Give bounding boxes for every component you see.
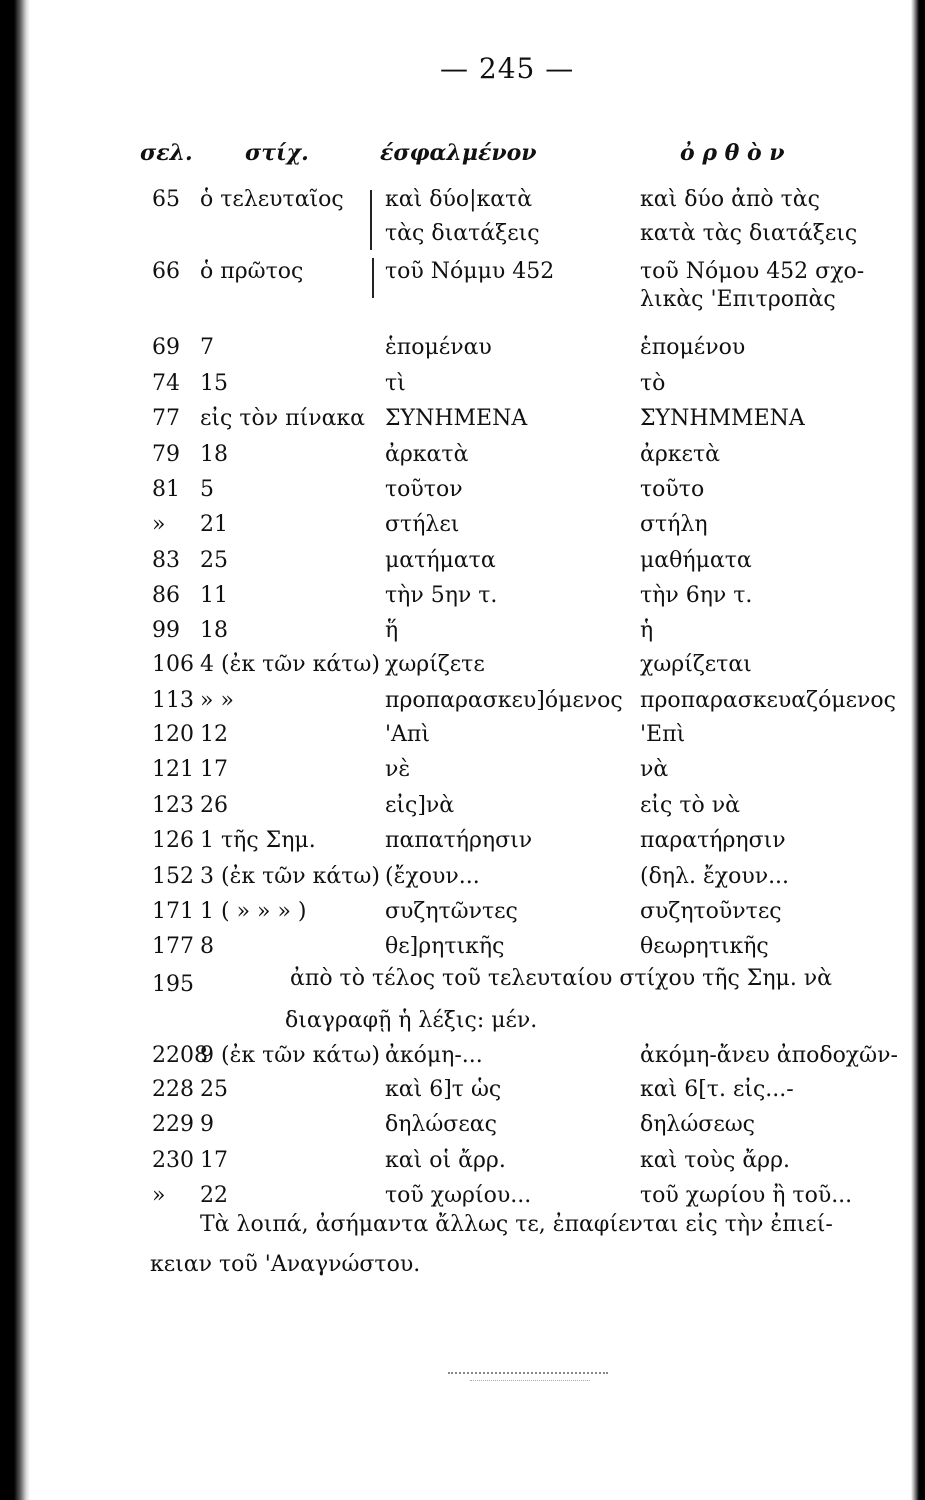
row-wrong: καὶ οἱ ἄρρ. xyxy=(385,1148,506,1173)
row-wrong: τοῦτον xyxy=(385,477,463,502)
brace-mark xyxy=(372,258,374,298)
row-wrong: τὴν 5ην τ. xyxy=(385,583,498,608)
row-page: 113 xyxy=(152,688,194,713)
footer-line-1: Τὰ λοιπά, ἀσήμαντα ἄλλως τε, ἐπαφίενται εἰς τὴν ἐπιεί- xyxy=(200,1212,833,1237)
row-wrong: (ἔχουν... xyxy=(385,864,480,889)
footer-line-2: κειαν τοῦ 'Αναγνώστου. xyxy=(150,1252,421,1277)
brace-mark xyxy=(370,190,372,250)
row-line: 1 ( » » » ) xyxy=(200,899,307,924)
row-line: 22 xyxy=(200,1183,228,1208)
row-page: 65 xyxy=(152,187,180,212)
row-right: 'Eπὶ xyxy=(640,722,686,747)
row-wrong: ἥ xyxy=(385,618,399,643)
row-line: ὁ πρῶτος xyxy=(200,259,304,284)
row-right: ἑπομένου xyxy=(640,335,746,360)
row-wrong: νὲ xyxy=(385,757,411,782)
row-page: 83 xyxy=(152,548,180,573)
row-line: 25 xyxy=(200,548,228,573)
header-line: στίχ. xyxy=(245,140,309,166)
row-page: 120 xyxy=(152,722,194,747)
row-wrong: στήλει xyxy=(385,512,460,537)
row-page: 66 xyxy=(152,259,180,284)
row-right: χωρίζεται xyxy=(640,652,752,677)
row-right: τὸ xyxy=(640,371,666,396)
row-wrong: χωρίζετε xyxy=(385,652,485,677)
row-right: προπαρασκευαζόμενος xyxy=(640,688,896,713)
header-page: σελ. xyxy=(140,140,193,166)
row-page: 2208 xyxy=(152,1043,208,1068)
row-right: νὰ xyxy=(640,757,669,782)
header-wrong: έσφαλμένον xyxy=(380,140,537,166)
row-wrong: τοῦ χωρίου... xyxy=(385,1183,532,1208)
row-wrong: εἰς]νὰ xyxy=(385,793,455,818)
page-number: — 245 — xyxy=(440,52,575,85)
row-line: 3 (ἐκ τῶν κάτω) xyxy=(200,864,380,889)
row-line: 9 (ἐκ τῶν κάτω) xyxy=(200,1043,380,1068)
row-line: εἰς τὸν πίνακα xyxy=(200,406,366,431)
row-right: εἰς τὸ νὰ xyxy=(640,793,740,818)
row-page: 86 xyxy=(152,583,180,608)
row-page: 171 xyxy=(152,899,194,924)
row-page: 106 xyxy=(152,652,194,677)
row-line: 5 xyxy=(200,477,214,502)
row-line: 17 xyxy=(200,757,228,782)
row-right: στήλη xyxy=(640,512,708,537)
row-line: 18 xyxy=(200,618,228,643)
row-right: θεωρητικῆς xyxy=(640,934,769,959)
row-line: 18 xyxy=(200,442,228,467)
row-wrong: παπατήρησιν xyxy=(385,828,533,853)
row-right: ἀρκετὰ xyxy=(640,442,720,467)
row-wrong: καὶ 6]τ ὡς xyxy=(385,1077,502,1102)
dotted-rule xyxy=(448,1372,608,1374)
row-page: 74 xyxy=(152,371,180,396)
row-195-text-cont: διαγραφῇ ἡ λέξις: μέν. xyxy=(285,1008,538,1033)
row-wrong: τὰς διατάξεις xyxy=(385,221,540,246)
row-line: 15 xyxy=(200,371,228,396)
page-edge-right xyxy=(911,0,925,1500)
row-wrong: 'Aπὶ xyxy=(385,722,431,747)
row-right: ΣΥΝΗΜΜΕΝΑ xyxy=(640,406,805,431)
row-page: 99 xyxy=(152,618,180,643)
row-right: τοῦ χωρίου ἢ τοῦ... xyxy=(640,1183,853,1208)
row-line: 4 (ἐκ τῶν κάτω) xyxy=(200,652,380,677)
row-page: » xyxy=(152,1183,166,1208)
row-page: 228 xyxy=(152,1077,194,1102)
row-wrong: προπαρασκευ]όμενος xyxy=(385,688,623,713)
row-page: 69 xyxy=(152,335,180,360)
row-line: ὁ τελευταῖος xyxy=(200,187,344,212)
row-right: τὴν 6ην τ. xyxy=(640,583,753,608)
row-line: 17 xyxy=(200,1148,228,1173)
page-edge-left xyxy=(0,0,30,1500)
row-wrong: ἑπομέναυ xyxy=(385,335,492,360)
row-right: τοῦτο xyxy=(640,477,705,502)
row-line: 9 xyxy=(200,1112,214,1137)
row-line: 21 xyxy=(200,512,228,537)
row-page: 77 xyxy=(152,406,180,431)
row-line: 11 xyxy=(200,583,228,608)
row-wrong: ματήματα xyxy=(385,548,496,573)
row-right: συζητοῦντες xyxy=(640,899,782,924)
row-page: 123 xyxy=(152,793,194,818)
row-right: ἡ xyxy=(640,618,654,643)
row-right: δηλώσεως xyxy=(640,1112,755,1137)
row-wrong: καὶ δύο|κατὰ xyxy=(385,187,533,212)
row-right: καὶ 6[τ. εἰς...- xyxy=(640,1077,794,1102)
row-right: καὶ τοὺς ἄρρ. xyxy=(640,1148,791,1173)
row-line: 26 xyxy=(200,793,228,818)
row-wrong: τοῦ Νόμμυ 452 xyxy=(385,259,555,284)
row-wrong: συζητῶντες xyxy=(385,899,518,924)
row-line: 12 xyxy=(200,722,228,747)
row-line: 7 xyxy=(200,335,214,360)
row-page: 79 xyxy=(152,442,180,467)
row-wrong: θε]ρητικῆς xyxy=(385,934,505,959)
row-page: 152 xyxy=(152,864,194,889)
row-wrong: ἀρκατὰ xyxy=(385,442,469,467)
row-right: καὶ δύο ἀπὸ τὰς xyxy=(640,187,820,212)
dotted-rule xyxy=(470,1380,590,1381)
row-wrong: ἀκόμη-... xyxy=(385,1043,483,1068)
header-right: ὀ ρ θ ὸ ν xyxy=(680,140,785,166)
row-line: 25 xyxy=(200,1077,228,1102)
row-page: 229 xyxy=(152,1112,194,1137)
row-right: μαθήματα xyxy=(640,548,752,573)
row-line: 8 xyxy=(200,934,214,959)
row-page: 126 xyxy=(152,828,194,853)
row-right: τοῦ Νόμου 452 σχο- xyxy=(640,259,865,284)
row-page: 177 xyxy=(152,934,194,959)
row-right: παρατήρησιν xyxy=(640,828,786,853)
row-page: 81 xyxy=(152,477,180,502)
row-page: » xyxy=(152,512,166,537)
row-wrong: τὶ xyxy=(385,371,406,396)
row-195-page: 195 xyxy=(152,972,194,997)
row-right: κατὰ τὰς διατάξεις xyxy=(640,221,858,246)
row-wrong: δηλώσεας xyxy=(385,1112,497,1137)
row-line: 1 τῆς Σημ. xyxy=(200,828,316,853)
row-wrong: ΣΥΝΗΜΕΝΑ xyxy=(385,406,528,431)
row-page: 230 xyxy=(152,1148,194,1173)
row-195-text: ἀπὸ τὸ τέλος τοῦ τελευταίου στίχου τῆς Σημ. νὰ xyxy=(290,966,833,991)
row-page: 121 xyxy=(152,757,194,782)
row-right: ἀκόμη-ἄνευ ἀποδοχῶν- xyxy=(640,1043,898,1068)
row-line: » » xyxy=(200,688,234,713)
row-right: (δηλ. ἔχουν... xyxy=(640,864,790,889)
row-right: λικὰς 'Επιτροπὰς xyxy=(640,287,836,312)
